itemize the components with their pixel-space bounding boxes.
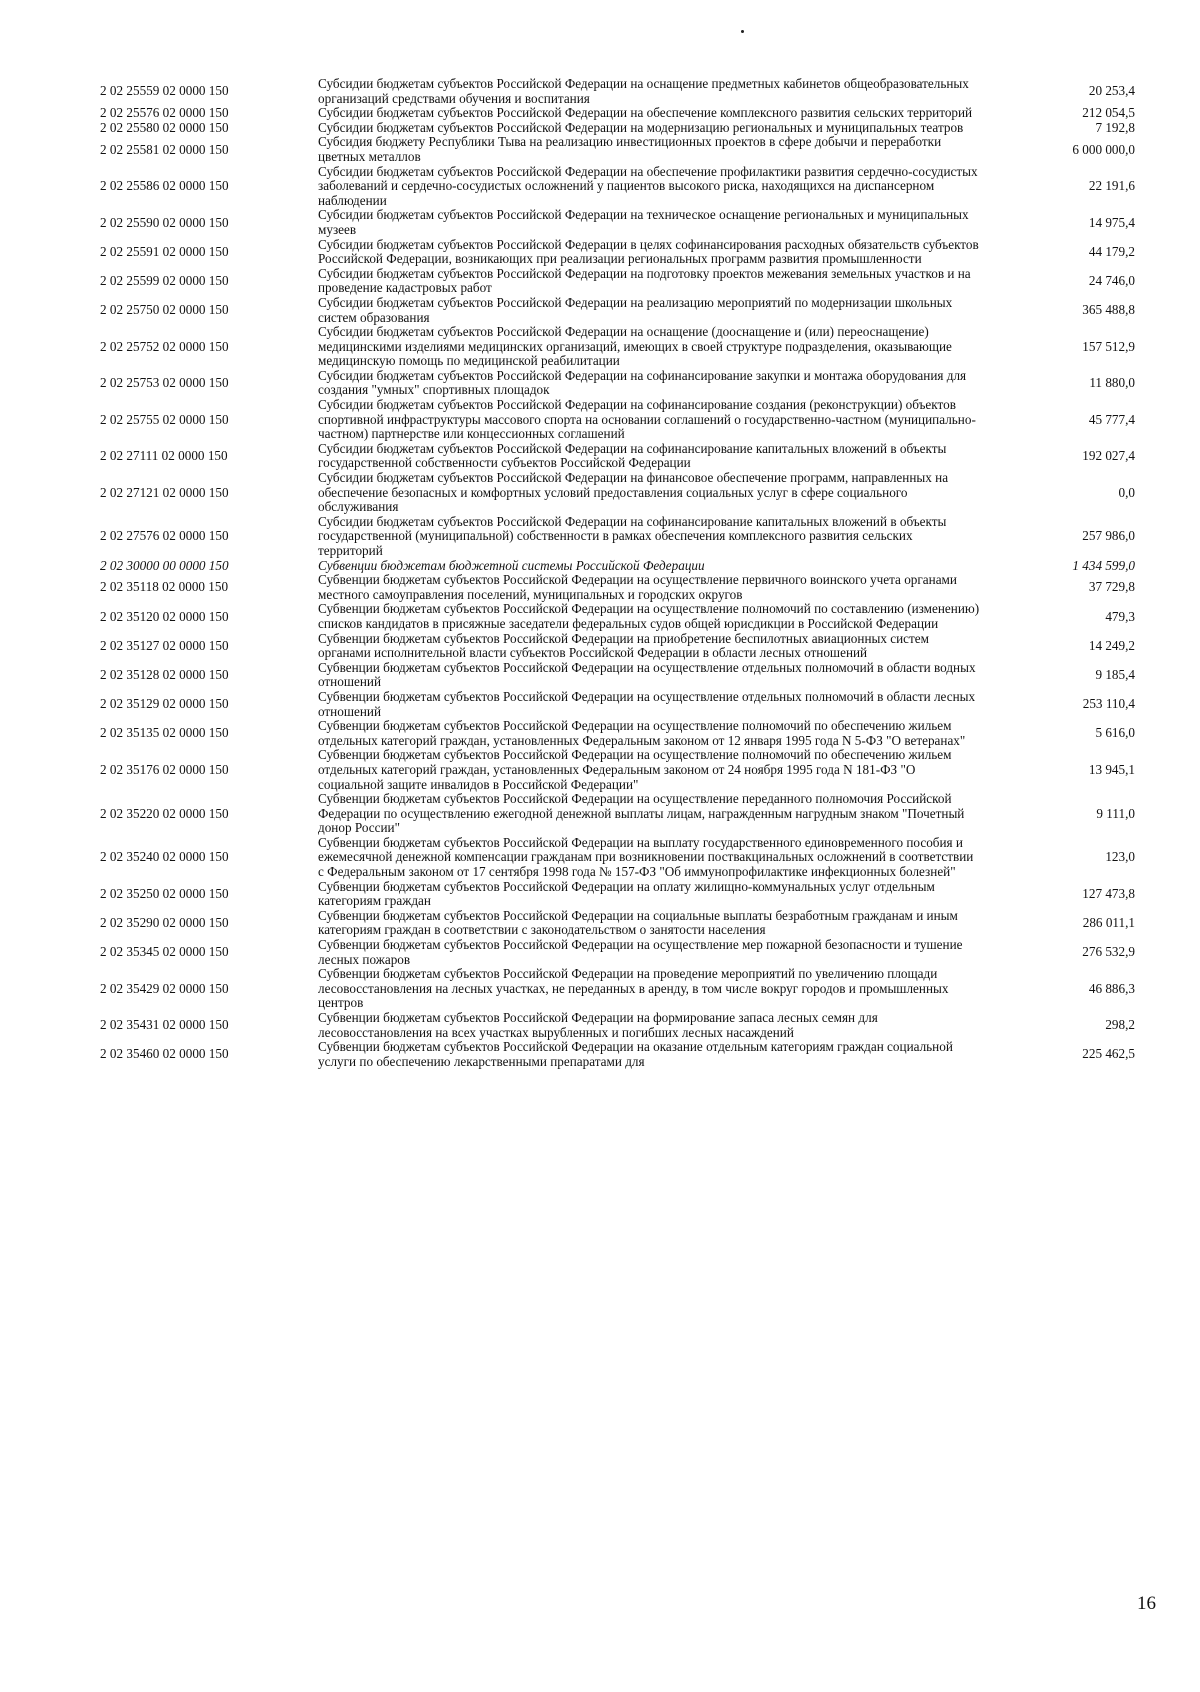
amount-value: 7 192,8 — [1095, 119, 1135, 135]
revenue-description: Субсидии бюджетам субъектов Российской Федерации на реализацию мероприятий по модернизации школьных систем образования — [318, 294, 953, 325]
revenue-description: Субвенции бюджетам субъектов Российской Федерации на проведение мероприятий по увеличению площади лесовосстановления на лесных участках, не переданных в аренду, в том числе вокруг городов и промышленных центров — [318, 966, 949, 1011]
table-row — [100, 398, 1135, 442]
amount-value: 192 027,4 — [1082, 448, 1135, 464]
budget-classification-code: 2 02 35127 02 0000 150 — [100, 637, 229, 653]
table-body — [100, 77, 1135, 1069]
revenue-description: Субвенции бюджетам субъектов Российской Федерации на осуществление первичного воинского учета органами местного самоуправления поселений, муниципальных и городских округов — [318, 572, 957, 602]
amount-value: 44 179,2 — [1088, 243, 1135, 259]
budget-classification-code: 2 02 35120 02 0000 150 — [100, 608, 229, 624]
budget-classification-code: 2 02 35429 02 0000 150 — [100, 980, 229, 996]
table-row — [100, 909, 1135, 938]
amount-value: 479,3 — [1105, 608, 1135, 624]
amount-value: 20 253,4 — [1088, 83, 1135, 99]
budget-classification-code: 2 02 35250 02 0000 150 — [100, 885, 229, 901]
budget-classification-code: 2 02 35240 02 0000 150 — [100, 849, 229, 865]
amount-value: 212 054,5 — [1082, 105, 1135, 121]
table-row — [100, 135, 1135, 164]
revenue-description: Субсидии бюджетам субъектов Российской Федерации на софинансирование капитальных вложений в объекты государственной (муниципальной) собственности в рамках обеспечения комплексного развития сельских территорий — [318, 513, 947, 558]
table-row — [100, 208, 1135, 237]
revenue-description: Субвенции бюджетам субъектов Российской Федерации на осуществление полномочий по обеспечению жильем отдельных категорий граждан, установленных Федеральным законом от 12 января 1995 года N 5-ФЗ "О ветеранах" — [318, 718, 966, 748]
revenue-description: Субсидии бюджетам субъектов Российской Федерации на софинансирование создания (реконструкции) объектов спортивной инфраструктуры массового спорта на основании соглашений о государственно-частном (муниципально-частном) партнерстве или концессионных соглашений — [318, 397, 976, 442]
budget-classification-code: 2 02 35345 02 0000 150 — [100, 944, 229, 960]
revenue-description: Субсидии бюджетам субъектов Российской Федерации в целях софинансирования расходных обязательств субъектов Российской Федерации, возникающих при реализации региональных программ развития промышленности — [318, 236, 979, 267]
table-row — [100, 165, 1135, 209]
revenue-description: Субвенции бюджетам субъектов Российской Федерации на осуществление отдельных полномочий в области лесных отношений — [318, 688, 976, 719]
revenue-description: Субсидии бюджетам субъектов Российской Федерации на оснащение предметных кабинетов общеобразовательных организаций средствами обучения и воспитания — [318, 76, 969, 106]
budget-classification-code: 2 02 25752 02 0000 150 — [100, 338, 229, 354]
revenue-description: Субсидии бюджетам субъектов Российской Федерации на финансовое обеспечение программ, направленных на обеспечение безопасных и комфортных условий предоставления социальных услуг в сфере социального обслуживания — [318, 470, 949, 515]
budget-classification-code: 2 02 25581 02 0000 150 — [100, 141, 229, 157]
table-row — [100, 967, 1135, 1011]
budget-classification-code: 2 02 25591 02 0000 150 — [100, 243, 229, 259]
budget-classification-code: 2 02 27111 02 0000 150 — [100, 448, 228, 464]
budget-classification-code: 2 02 35118 02 0000 150 — [100, 579, 229, 595]
scan-speck — [741, 30, 744, 33]
table-row — [100, 632, 1135, 661]
table-row — [100, 296, 1135, 325]
amount-value: 298,2 — [1105, 1017, 1135, 1033]
amount-value: 45 777,4 — [1088, 411, 1135, 427]
revenue-description: Субсидии бюджетам субъектов Российской Федерации на софинансирование капитальных вложений в объекты государственной собственности субъектов Российской Федерации — [318, 440, 947, 471]
amount-value: 0,0 — [1118, 484, 1135, 500]
table-row — [100, 267, 1135, 296]
revenue-description: Субвенции бюджетам субъектов Российской Федерации на формирование запаса лесных семян для лесовосстановления на всех участках вырубленных и погибших лесных насаждений — [318, 1010, 878, 1040]
revenue-description: Субвенции бюджетам субъектов Российской Федерации на осуществление переданного полномочия Российской Федерации по осуществлению ежегодной денежной выплаты лицам, награжденным нагрудным знаком "Почетный донор России" — [318, 791, 965, 836]
budget-classification-code: 2 02 25755 02 0000 150 — [100, 411, 229, 427]
budget-classification-code: 2 02 30000 00 0000 150 — [100, 557, 229, 573]
table-row — [100, 471, 1135, 515]
budget-classification-code: 2 02 35290 02 0000 150 — [100, 915, 229, 931]
revenue-description: Субвенции бюджетам субъектов Российской Федерации на оплату жилищно-коммунальных услуг отдельным категориям граждан — [318, 878, 935, 909]
amount-value: 11 880,0 — [1089, 375, 1135, 391]
budget-classification-code: 2 02 25590 02 0000 150 — [100, 214, 229, 230]
amount-value: 24 746,0 — [1088, 273, 1135, 289]
revenue-description: Субсидии бюджетам субъектов Российской Федерации на модернизацию региональных и муниципальных театров — [318, 119, 964, 135]
amount-value: 157 512,9 — [1082, 338, 1135, 354]
table-row — [100, 880, 1135, 909]
table-row — [100, 719, 1135, 748]
budget-revenue-table — [100, 77, 1135, 1069]
table-row — [100, 602, 1135, 631]
amount-value: 1 434 599,0 — [1072, 557, 1135, 573]
table-row — [100, 106, 1135, 121]
revenue-description: Субвенции бюджетам субъектов Российской Федерации на оказание отдельным категориям граждан социальной услуги по обеспечению лекарственными препаратами для — [318, 1039, 953, 1069]
budget-classification-code: 2 02 25559 02 0000 150 — [100, 83, 229, 99]
amount-value: 276 532,9 — [1082, 944, 1135, 960]
revenue-description: Субвенции бюджетам субъектов Российской Федерации на осуществление мер пожарной безопасности и тушение лесных пожаров — [318, 937, 963, 967]
table-row — [100, 515, 1135, 559]
table-row — [100, 792, 1135, 836]
revenue-description: Субсидии бюджетам субъектов Российской Федерации на софинансирование закупки и монтажа оборудования для создания "умных" спортивных площадок — [318, 367, 967, 398]
amount-value: 37 729,8 — [1088, 579, 1135, 595]
revenue-description: Субвенции бюджетам субъектов Российской Федерации на приобретение беспилотных авиационных систем органами исполнительной власти субъектов Российской Федерации в области лесных отношений — [318, 630, 929, 661]
table-row — [100, 661, 1135, 690]
budget-classification-code: 2 02 35220 02 0000 150 — [100, 805, 229, 821]
budget-classification-code: 2 02 35176 02 0000 150 — [100, 761, 229, 777]
table-row — [100, 1011, 1135, 1040]
table-row — [100, 836, 1135, 880]
amount-value: 5 616,0 — [1095, 725, 1135, 741]
revenue-description: Субвенции бюджетам субъектов Российской Федерации на осуществление полномочий по составлению (изменению) списков кандидатов в присяжные заседатели федеральных судов общей юрисдикции в Российской Федерации — [318, 601, 980, 631]
budget-classification-code: 2 02 25586 02 0000 150 — [100, 178, 229, 194]
revenue-description: Субсидии бюджетам субъектов Российской Федерации на оснащение (дооснащение и (или) переоснащение) медицинскими изделиями медицинских организаций, имеющих в своей структуре подразделения, оказывающие медицинскую помощь по медицинской реабилитации — [318, 324, 952, 369]
table-row — [100, 369, 1135, 398]
table-row — [100, 442, 1135, 471]
table-row — [100, 77, 1135, 106]
revenue-description: Субсидии бюджетам субъектов Российской Федерации на подготовку проектов межевания земельных участков и на проведение кадастровых работ — [318, 265, 971, 296]
budget-classification-code: 2 02 25576 02 0000 150 — [100, 105, 229, 121]
table-row — [100, 573, 1135, 602]
amount-value: 257 986,0 — [1082, 528, 1135, 544]
amount-value: 46 886,3 — [1088, 980, 1135, 996]
table-row — [100, 238, 1135, 267]
amount-value: 14 975,4 — [1088, 214, 1135, 230]
amount-value: 13 945,1 — [1088, 761, 1135, 777]
budget-classification-code: 2 02 35129 02 0000 150 — [100, 696, 229, 712]
table-row — [100, 690, 1135, 719]
amount-value: 9 111,0 — [1096, 805, 1135, 821]
budget-classification-code: 2 02 27121 02 0000 150 — [100, 484, 229, 500]
amount-value: 14 249,2 — [1088, 637, 1135, 653]
amount-value: 225 462,5 — [1082, 1046, 1135, 1062]
revenue-description: Субвенции бюджетам субъектов Российской Федерации на социальные выплаты безработным гражданам и иным категориям граждан в соответствии с законодательством о занятости населения — [318, 907, 958, 938]
budget-classification-code: 2 02 25753 02 0000 150 — [100, 375, 229, 391]
amount-value: 365 488,8 — [1082, 302, 1135, 318]
amount-value: 9 185,4 — [1095, 667, 1135, 683]
table-row — [100, 938, 1135, 967]
page-number: 16 — [1137, 1593, 1156, 1614]
budget-classification-code: 2 02 35460 02 0000 150 — [100, 1046, 229, 1062]
amount-value: 6 000 000,0 — [1072, 141, 1135, 157]
table-row — [100, 325, 1135, 369]
amount-value: 123,0 — [1105, 849, 1135, 865]
amount-value: 22 191,6 — [1088, 178, 1135, 194]
budget-classification-code: 2 02 27576 02 0000 150 — [100, 528, 229, 544]
amount-value: 253 110,4 — [1082, 696, 1135, 712]
revenue-description: Субвенции бюджетам субъектов Российской Федерации на осуществление полномочий по обеспечению жильем отдельных категорий граждан, установленных Федеральным законом от 24 ноября 1995 года N 181-ФЗ "О социальной защите инвалидов в Российской Федерации" — [318, 747, 952, 792]
amount-value: 127 473,8 — [1082, 885, 1135, 901]
table-row — [100, 559, 1135, 574]
budget-classification-code: 2 02 35128 02 0000 150 — [100, 667, 229, 683]
table-row — [100, 1040, 1135, 1069]
revenue-description: Субсидии бюджетам субъектов Российской Федерации на обеспечение профилактики развития сердечно-сосудистых заболеваний и сердечно-сосудистых осложнений у пациентов высокого риска, находящихся на диспансерном наблюдении — [318, 163, 978, 208]
budget-classification-code: 2 02 25580 02 0000 150 — [100, 119, 229, 135]
revenue-description: Субсидия бюджету Республики Тыва на реализацию инвестиционных проектов в сфере добычи и переработки цветных металлов — [318, 134, 942, 164]
revenue-description: Субвенции бюджетам субъектов Российской Федерации на осуществление отдельных полномочий в области водных отношений — [318, 659, 976, 690]
table-row — [100, 748, 1135, 792]
revenue-description: Субсидии бюджетам субъектов Российской Федерации на техническое оснащение региональных и муниципальных музеев — [318, 207, 969, 237]
revenue-description: Субвенции бюджетам бюджетной системы Российской Федерации — [318, 557, 705, 573]
revenue-description: Субвенции бюджетам субъектов Российской Федерации на выплату государственного единовременного пособия и ежемесячной денежной компенсации гражданам при возникновении поствакцинальных осложнений в соответствии с Федеральным законом от 17 сентября 1998 года № 157-ФЗ "Об иммунопрофилактике инфекционных болезней" — [318, 834, 974, 880]
amount-value: 286 011,1 — [1082, 915, 1135, 931]
budget-classification-code: 2 02 25750 02 0000 150 — [100, 302, 229, 318]
revenue-description: Субсидии бюджетам субъектов Российской Федерации на обеспечение комплексного развития сельских территорий — [318, 105, 973, 121]
table-row — [100, 121, 1135, 136]
budget-classification-code: 2 02 35431 02 0000 150 — [100, 1017, 229, 1033]
budget-classification-code: 2 02 25599 02 0000 150 — [100, 273, 229, 289]
budget-classification-code: 2 02 35135 02 0000 150 — [100, 725, 229, 741]
